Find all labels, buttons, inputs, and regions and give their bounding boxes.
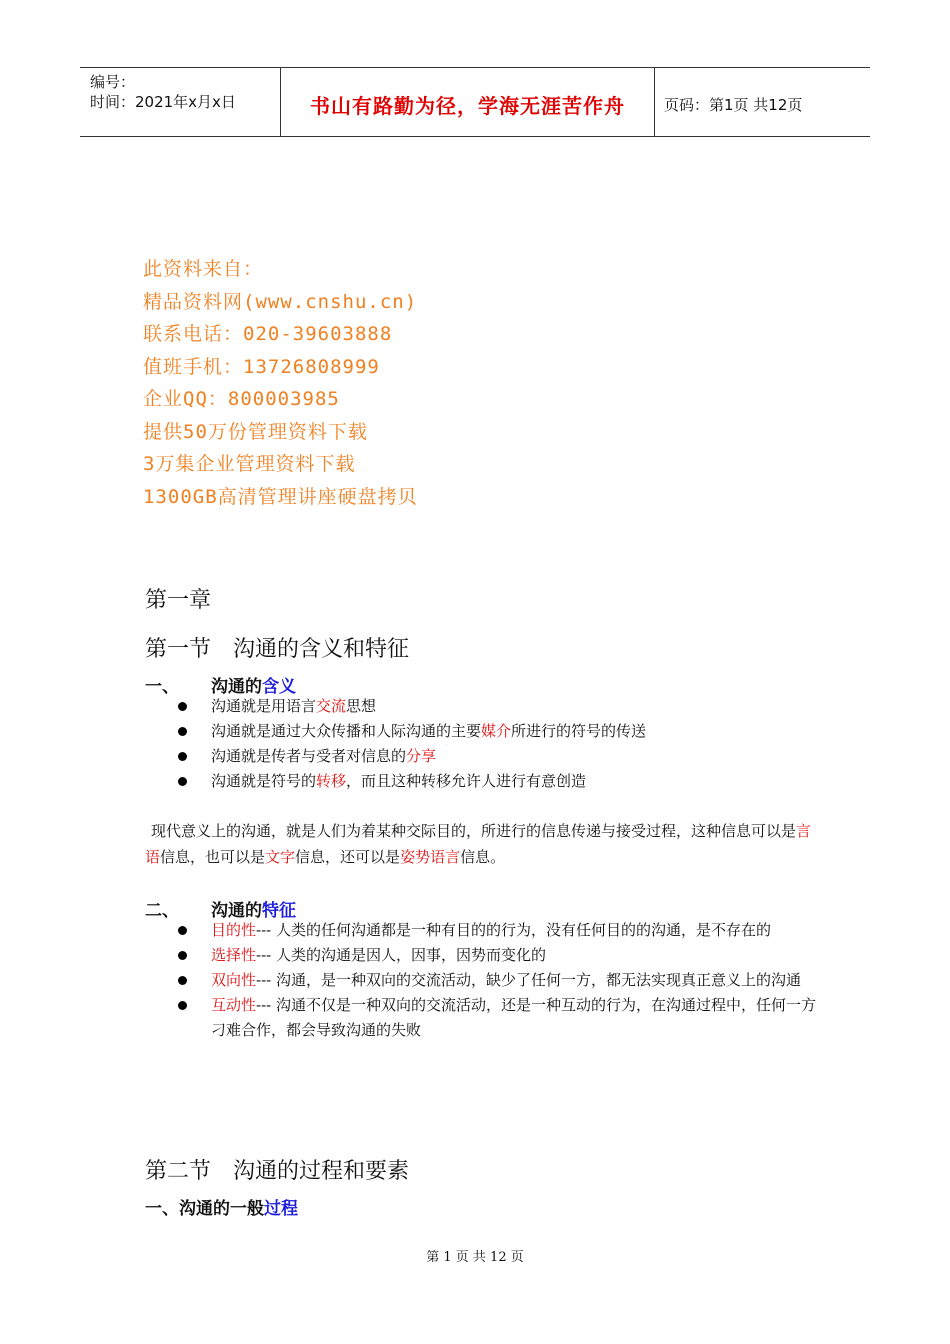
heading-text: 沟通的 xyxy=(211,901,262,921)
header-motto: 书山有路勤为径，学海无涯苦作舟 xyxy=(310,94,625,118)
source-info-line: 提供50万份管理资料下载 xyxy=(143,420,368,443)
item-text: 思想 xyxy=(346,697,377,715)
code-label: 编号： xyxy=(90,73,136,91)
item-highlight: 交流 xyxy=(316,697,347,715)
item-highlight: 双向性 xyxy=(211,971,257,989)
paragraph-text: 现代意义上的沟通，就是人们为着某种交际目的，所进行的信息传递与接受过程，这种信息可以是 xyxy=(151,822,797,840)
item-text: 沟通就是传者与受者对信息的 xyxy=(211,747,407,765)
section-2-heading xyxy=(145,1154,409,1185)
bullet-icon xyxy=(178,752,187,761)
item-highlight: 转移 xyxy=(316,772,347,790)
source-info-line: 此资料来自： xyxy=(143,258,264,280)
section-2-subheading xyxy=(145,1194,298,1219)
item-highlight: 分享 xyxy=(406,747,437,765)
paragraph-highlight: 文字 xyxy=(265,848,296,866)
definition-paragraph xyxy=(145,818,815,870)
page-header xyxy=(80,67,870,137)
chapter-title: 第一章 xyxy=(145,588,212,613)
item-text: 沟通就是用语言 xyxy=(211,697,317,715)
paragraph-highlight: 姿势语言 xyxy=(400,848,461,866)
header-left-cell xyxy=(90,72,236,112)
bullet-icon xyxy=(178,951,187,960)
list-item xyxy=(178,694,828,719)
heading-highlight: 含义 xyxy=(262,677,296,697)
features-bullet-list xyxy=(178,918,828,1043)
source-info-line: 3万集企业管理资料下载 xyxy=(143,453,356,475)
paragraph-highlight: 言语 xyxy=(145,822,812,866)
section-number: 第一节 xyxy=(145,637,212,662)
paragraph-text: 信息。 xyxy=(460,848,506,866)
list-item xyxy=(178,719,828,744)
part-1-number: 一、 xyxy=(145,677,179,697)
list-item xyxy=(178,968,828,993)
item-text: 沟通就是通过大众传播和人际沟通的主要 xyxy=(211,722,482,740)
list-item xyxy=(178,769,828,794)
item-text: 所进行的符号的传送 xyxy=(511,722,647,740)
list-item xyxy=(178,744,828,769)
heading-highlight: 特征 xyxy=(262,901,296,921)
list-item xyxy=(178,918,828,943)
bullet-icon xyxy=(178,976,187,985)
list-item xyxy=(178,993,828,1043)
section-title: 沟通的过程和要素 xyxy=(233,1159,410,1184)
part-2-number: 二、 xyxy=(145,901,179,921)
source-info-line: 精品资料网(www.cnshu.cn) xyxy=(143,290,418,313)
source-info-line: 企业QQ：800003985 xyxy=(143,388,340,410)
bullet-icon xyxy=(178,777,187,786)
header-divider xyxy=(654,68,655,136)
header-page-info: 页码：第1页 共12页 xyxy=(664,96,803,114)
page-footer: 第 1 页 共 12 页 xyxy=(426,1250,524,1265)
bullet-icon xyxy=(178,1001,187,1010)
item-highlight: 媒介 xyxy=(481,722,512,740)
item-text: --- 沟通，是一种双向的交流活动，缺少了任何一方，都无法实现真正意义上的沟通 xyxy=(256,971,801,989)
item-highlight: 互动性 xyxy=(211,996,257,1014)
item-text: --- 人类的沟通是因人，因事，因势而变化的 xyxy=(256,946,546,964)
source-info-line: 值班手机：13726808999 xyxy=(143,355,380,378)
item-text: ，而且这种转移允许人进行有意创造 xyxy=(346,772,587,790)
source-info-line: 联系电话：020-39603888 xyxy=(143,323,393,345)
paragraph-text: 信息，还可以是 xyxy=(295,848,401,866)
section-title: 沟通的含义和特征 xyxy=(233,637,410,662)
item-text: --- 沟通不仅是一种双向的交流活动，还是一种互动的行为，在沟通过程中，任何一方刁难合作，都会导致沟通的失败 xyxy=(211,996,816,1039)
list-item xyxy=(178,943,828,968)
meaning-bullet-list xyxy=(178,694,828,794)
section-1-heading xyxy=(145,632,409,663)
heading-text: 一、沟通的一般 xyxy=(145,1199,264,1219)
bullet-icon xyxy=(178,727,187,736)
item-highlight: 目的性 xyxy=(211,921,257,939)
heading-text: 沟通的 xyxy=(211,677,262,697)
heading-highlight: 过程 xyxy=(264,1199,298,1219)
item-highlight: 选择性 xyxy=(211,946,257,964)
item-text: 沟通就是符号的 xyxy=(211,772,317,790)
bullet-icon xyxy=(178,926,187,935)
item-text: --- 人类的任何沟通都是一种有目的的行为，没有任何目的的沟通，是不存在的 xyxy=(256,921,771,939)
bullet-icon xyxy=(178,702,187,711)
source-info-block xyxy=(143,253,418,513)
section-number: 第二节 xyxy=(145,1159,212,1184)
time-label: 时间：2021年x月x日 xyxy=(90,93,236,111)
source-info-line: 1300GB高清管理讲座硬盘拷贝 xyxy=(143,485,418,508)
paragraph-text: 信息，也可以是 xyxy=(160,848,266,866)
